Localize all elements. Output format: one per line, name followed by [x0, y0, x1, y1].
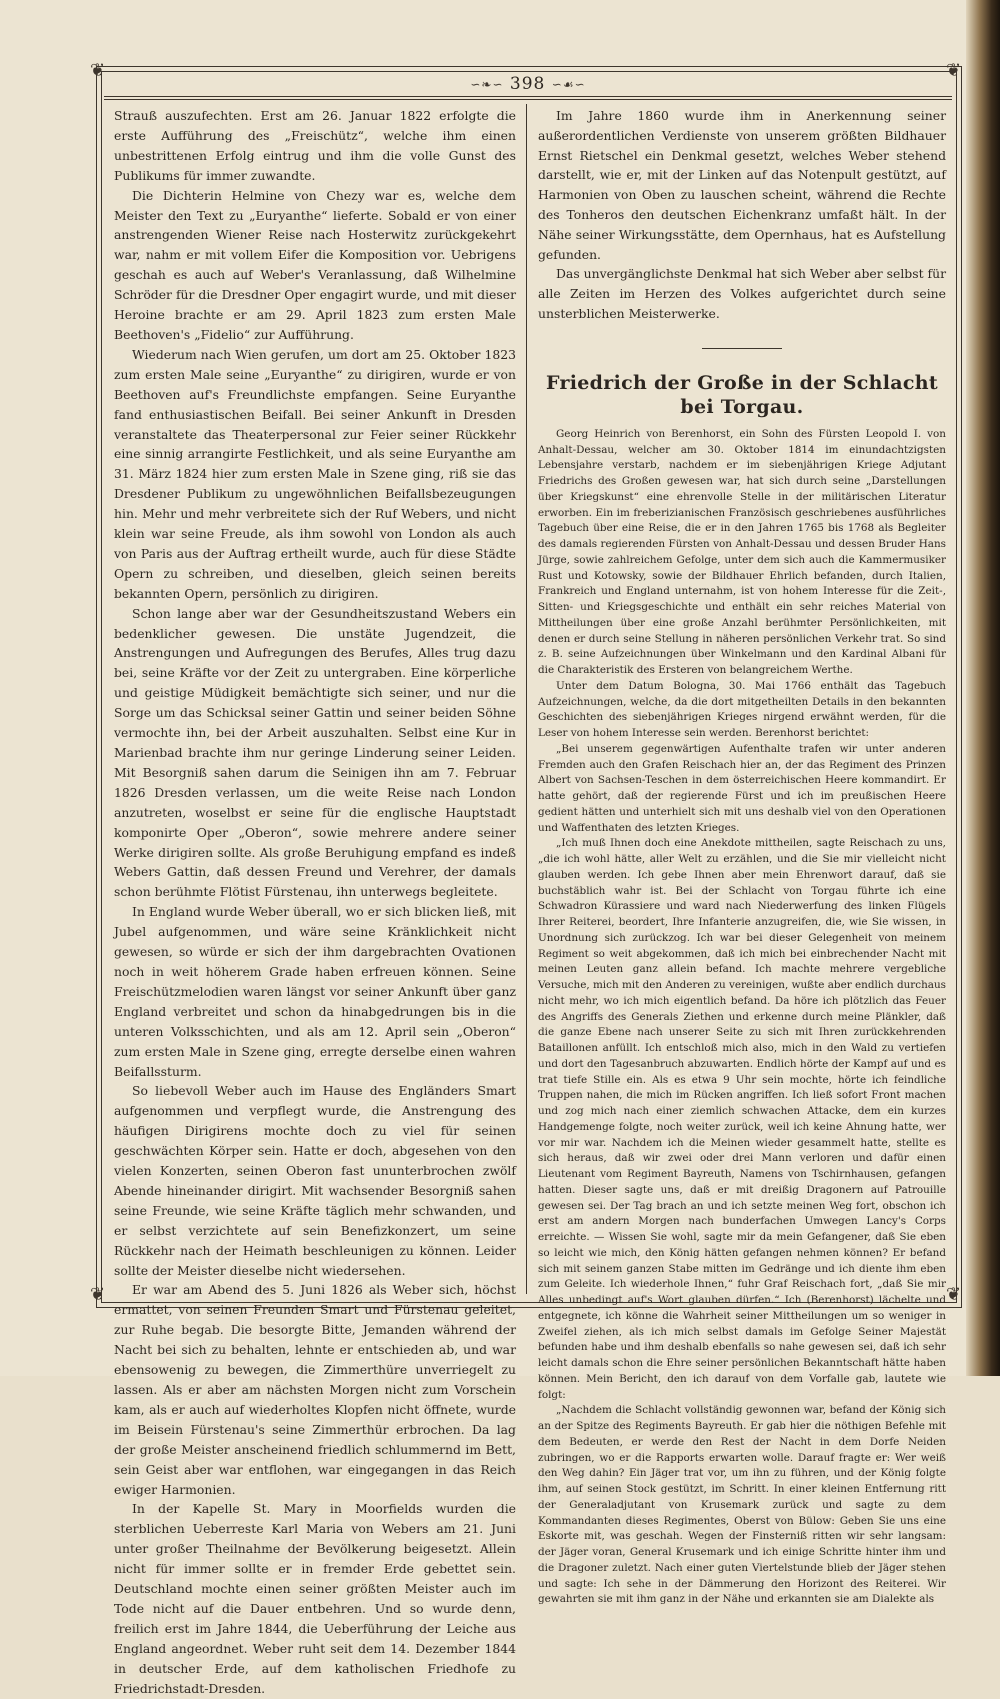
article-title: Friedrich der Große in der Schlacht bei Torgau.: [546, 371, 938, 418]
section-separator: [702, 348, 782, 349]
corner-ornament-top-right: ❦: [946, 60, 962, 81]
article-paragraph: Unter dem Datum Bologna, 30. Mai 1766 enthält das Tagebuch Aufzeichnungen, welche, da die dort mitgetheilten Details in den bekannten Geschichten des siebenjährigen Krieges nirgend erwähnt werden, für die Leser von hohem Interesse sein werden. Berenhorst berichtet:: [538, 679, 946, 740]
column-divider: [526, 104, 527, 1294]
left-paragraph: So liebevoll Weber auch im Hause des Engländers Smart aufgenommen und verpflegt wurde, die Anstrengung des häufigen Dirigirens mochte doch zu viel für seinen geschwächten Körper sein. Hatte er doch, abgesehen von den vielen Konzerten, seinen Oberon fast ununterbrochen zwölf Abende hineinander dirigirt. Mit wachsender Besorgniß sahen seine Freunde, wie seine Kräfte täglich mehr schwanden, und er selbst verzichtete auf sein Benefizkonzert, um seine Rückkehr nach der Heimath beschleunigen zu können. Leider sollte der Meister dieselbe nicht wiedersehen.: [114, 1083, 516, 1278]
corner-ornament-bottom-left: ❦: [90, 1284, 106, 1305]
header-rule-thin: [104, 99, 952, 100]
right-column: [538, 106, 946, 1608]
header-ornament-right: ∽☙∽: [551, 77, 586, 92]
left-paragraph: In der Kapelle St. Mary in Moorfields wurden die sterblichen Ueberreste Karl Maria von Webers am 21. Juni unter großer Theilnahme der Bevölkerung beigesetzt. Allein nicht für immer sollte er in fremder Erde gebettet sein. Deutschland mochte einen seiner größten Meister auch im Tode nicht auf die Dauer entbehren. Und so wurde denn, freilich erst im Jahre 1844, die Ueberführung der Leiche aus England angeordnet. Weber ruht seit dem 14. Dezember 1844 in deutscher Erde, auf dem katholischen Friedhofe zu Friedrichstadt-Dresden.: [114, 1501, 516, 1696]
weber-conclusion: [538, 106, 946, 324]
left-paragraph: In England wurde Weber überall, wo er sich blicken ließ, mit Jubel aufgenommen, und wäre seine Kränklichkeit nicht gewesen, so würde er sich der ihm dargebrachten Ovationen noch in weit höherem Grade haben erfreuen können. Seine Freischützmelodien waren längst vor seiner Ankunft über ganz England verbreitet und schon da hinabgedrungen bis in die unteren Volksschichten, und als am 12. April sein „Oberon“ zum ersten Male in Szene ging, erregte derselbe einen wahren Beifallssturm.: [114, 904, 516, 1079]
left-column: [114, 106, 516, 1699]
left-paragraph: Schon lange aber war der Gesundheitszustand Webers ein bedenklicher gewesen. Die unstäte Jugendzeit, die Anstrengungen und Aufregungen des Berufes, Alles trug dazu bei, seine Kräfte vor der Zeit zu untergraben. Eine körperliche und geistige Müdigkeit bemächtigte sich seiner, und nur die Sorge um das Schicksal seiner Gattin und seiner beiden Söhne vermochte ihn, bei der Arbeit auszuhalten. Selbst eine Kur in Marienbad brachte ihm nur geringe Linderung seiner Leiden. Mit Besorgniß sahen darum die Seinigen ihn am 7. Februar 1826 Dresden verlassen, um die weite Reise nach London anzutreten, woselbst er seine für die englische Hauptstadt komponirte Oper „Oberon“, sowie mehrere andere seiner Werke dirigiren sollte. Als große Beruhigung empfand es indeß Webers Gattin, daß dessen Freund und Verehrer, der damals schon berühmte Flötist Fürstenau, ihn unterwegs begleitete.: [114, 605, 516, 900]
corner-ornament-top-left: ❦: [90, 60, 106, 81]
book-gutter: [966, 0, 1000, 1376]
page-number: 398: [509, 74, 546, 94]
article-paragraph: „Nachdem die Schlacht vollständig gewonnen war, befand der König sich an der Spitze des Regiments Bayreuth. Er gab hier die nöthigen Befehle mit dem Bedeuten, er werde den Rest der Nacht in dem Dorfe Neiden zubringen, wo er die Rapports erwarten wolle. Darauf fragte er: Wer weiß den Weg dahin? Ein Jäger trat vor, um ihn zu führen, und der König folgte ihm, auf seinen Stock gestützt, im Schritt. In einer kleinen Entfernung ritt der Generaladjutant von Krusemark zurück und sagte zu dem Kommandanten dieses Regimentes, Oberst von Bülow: Geben Sie uns eine Eskorte mit, was geschah. Wegen der Finsterniß ritten wir sehr langsam: der Jäger voran, General Krusemark und ich einige Schritte hinter ihm und die Dragoner zuletzt. Nach einer guten Viertelstunde blieb der Jäger stehen und sagte: Ich sehe in der Dämmerung den Horizont des Reiterei. Wir gewahrten sie mit ihm ganz in der Nähe und erkannten sie am Dialekte als: [538, 1404, 946, 1606]
article-paragraph: Georg Heinrich von Berenhorst, ein Sohn des Fürsten Leopold I. von Anhalt-Dessau, welcher am 30. Oktober 1814 im einundachtzigsten Lebensjahre verstarb, nachdem er im siebenjährigen Kriege Adjutant Friedrichs des Großen gewesen war, hat sich durch seine „Darstellungen über Kriegskunst“ eine ehrenvolle Stelle in der militärischen Literatur erworben. Ein im freberizianischen Französisch geschriebenes ausführliches Tagebuch über eine Reise, die er in den Jahren 1765 bis 1768 als Begleiter des damals regierenden Fürsten von Anhalt-Dessau und dessen Bruder Hans Jürge, sowie zahlreichem Gefolge, unter dem sich auch die Kammermusiker Rust und Kotowsky, sowie der Bildhauer Ehrlich befanden, durch Italien, Frankreich und England unternahm, ist von hohem Interesse für die Zeit-, Sitten- und Kriegsgeschichte und enthält ein sehr reiches Material von Mittheilungen über eine große Anzahl berühmter Persönlichkeiten, mit denen er durch seine Stellung in näheren persönlichen Verkehr trat. So sind z. B. seine Aufzeichnungen über Winkelmann und den Kardinal Albani für die Charakteristik des Ersteren von belangreichem Werthe.: [538, 427, 946, 677]
left-paragraph: Die Dichterin Helmine von Chezy war es, welche dem Meister den Text zu „Euryanthe“ lieferte. Sobald er von einer anstrengenden Wiener Reise nach Hosterwitz zurückgekehrt war, nahm er mit vollem Eifer die Komposition vor. Uebrigens geschah es auch auf Weber's Veranlassung, daß Wilhelmine Schröder für die Dresdner Oper engagirt wurde, und mit dieser Heroine brachte er am 29. April 1823 zum ersten Male Beethoven's „Fidelio“ zur Aufführung.: [114, 187, 516, 342]
left-paragraph: Wiederum nach Wien gerufen, um dort am 25. Oktober 1823 zum ersten Male seine „Euryanthe“ zu dirigiren, wurde er von Beethoven auf's Freundlichste empfangen. Seine Euryanthe fand enthusiastischen Beifall. Bei seiner Ankunft in Dresden veranstaltete das Theaterpersonal zur Feier seiner Rückkehr eine sinnig arrangirte Festlichkeit, und als seine Euryanthe am 31. März 1824 hier zum ersten Male in Szene ging, riß sie das Dresdener Publikum zu ungewöhnlichen Beifallsbezeugungen hin. Mehr und mehr verbreitete sich der Ruf Webers, und nicht klein war seine Freude, als ihm sowohl von London als auch von Paris aus der Auftrag ertheilt wurde, auch für diese Städte Opern zu schreiben, und dieselben, gleich seinen bereits bekannten Opern, persönlich zu dirigiren.: [114, 346, 516, 601]
article-paragraph: „Bei unserem gegenwärtigen Aufenthalte trafen wir unter anderen Fremden auch den Grafen Reischach hier an, der das Regiment des Prinzen Albert von Sachsen-Teschen in dem österreichischen Heere kommandirt. Er hatte gehört, daß der regierende Fürst und ich im preußischen Heere gedient hätten und unterhielt sich mit uns deshalb viel von den Operationen und Waffenthaten des letzten Krieges.: [538, 742, 946, 834]
page-header: [104, 74, 952, 96]
left-paragraph: Strauß auszufechten. Erst am 26. Januar 1822 erfolgte die erste Aufführung des „Freischütz“, welche ihm einen unbestrittenen Erfolg eintrug und ihm die volle Gunst des Publikums für immer zuwandte.: [114, 108, 516, 183]
corner-ornament-bottom-right: ❦: [946, 1284, 962, 1305]
right-paragraph: Das unvergänglichste Denkmal hat sich Weber aber selbst für alle Zeiten im Herzen des Volkes aufgerichtet durch seine unsterblichen Meisterwerke.: [538, 266, 946, 321]
article-body: [538, 427, 946, 1608]
header-rule: [104, 96, 952, 97]
left-paragraph: Er war am Abend des 5. Juni 1826 als Weber sich, höchst ermattet, von seinen Freunden Smart und Fürstenau geleitet, zur Ruhe begab. Die besorgte Bitte, Jemanden während der Nacht bei sich zu behalten, lehnte er entschieden ab, und war ebensowenig zu bewegen, die Zimmerthüre unverriegelt zu lassen. Als er aber am nächsten Morgen nicht zum Vorschein kam, als er auch auf wiederholtes Klopfen nicht öffnete, wurde im Beisein Fürstenau's seine Zimmerthür erbrochen. Da lag der große Meister anscheinend friedlich schlummernd im Bett, sein Geist aber war entflohen, war eingegangen in das Reich ewiger Harmonien.: [114, 1282, 516, 1497]
right-paragraph: Im Jahre 1860 wurde ihm in Anerkennung seiner außerordentlichen Verdienste von unserem größten Bildhauer Ernst Rietschel ein Denkmal gesetzt, welches Weber stehend darstellt, wie er, mit der Linken auf das Notenpult gestützt, auf Harmonien von Oben zu lauschen scheint, während die Rechte des Tonheros den deutschen Eichenkranz umfaßt hält. In der Nähe seiner Wirkungsstätte, dem Opernhaus, hat es Aufstellung gefunden.: [538, 108, 946, 262]
header-ornament-left: ∽❧∽: [470, 77, 504, 92]
article-paragraph: „Ich muß Ihnen doch eine Anekdote mittheilen, sagte Reischach zu uns, „die ich wohl hätte, aller Welt zu erzählen, und die Sie mir vielleicht nicht glauben werden. Ich gebe Ihnen aber mein Ehrenwort darauf, daß sie buchstäblich wahr ist. Bei der Schlacht von Torgau führte ich eine Schwadron Kürassiere und ward nach Niederwerfung des linken Flügels Ihrer Reiterei, beordert, Ihre Infanterie anzugreifen, die, wie Sie wissen, in Unordnung sich zurückzog. Ich war bei dieser Gelegenheit von meinem Regiment so weit abgekommen, daß ich mich bei einbrechender Nacht mit meinen Leuten ganz allein befand. Ich machte mehrere vergebliche Versuche, mich mit den Anderen zu vereinigen, wußte aber endlich durchaus nicht mehr, wo ich mich eigentlich befand. Da höre ich plötzlich das Feuer des Angriffs des Generals Ziethen und erkenne durch meine Plänkler, daß die ganze Ebene nach unserer Seite zu sich mit Ihren zurückkehrenden Bataillonen anfüllt. Ich entschloß mich also, mich in den Wald zu vertiefen und dort den Tagesanbruch abzuwarten. Endlich hörte der Kampf auf und es trat tiefe Stille ein. Als es etwa 9 Uhr sein mochte, hörte ich feindliche Truppen nahen, die mich im Rücken angriffen. Ich ließ sofort Front machen und zog mich nach einer ziemlich schwachen Attacke, dem ein kurzes Handgemenge folgte, noch weiter zurück, weil ich keine Ahnung hatte, wer vor mir war. Nachdem ich die Meinen wieder gesammelt hatte, stellte es sich heraus, daß wir zwei oder drei Mann verloren und dafür einen Lieutenant vom Regiment Bayreuth, Namens von Tschirnhausen, gefangen hatten. Dieser sagte uns, daß er mit dreißig Dragonern auf Patrouille gewesen sei. Der Tag brach an und ich setzte meinen Weg fort, obschon ich erst am andern Morgen nach bunderfachen Umwegen Lancy's Corps erreichte. — Wissen Sie wohl, sagte mir da mein Gefangener, daß Sie eben so leicht wie mich, den König hätten gefangen nehmen können? Er befand sich mit seinem ganzen Stabe mitten im Gedränge und ich diente ihm eben zum Geleite. Ich wiederhole Ihnen,“ fuhr Graf Reischach fort, „daß Sie mir Alles unbedingt auf's Wort glauben dürfen.“ Ich (Berenhorst) lächelte und entgegnete, ich könne die Wahrheit seiner Mittheilungen um so weniger in Zweifel ziehen, als ich mich selbst damals im Gefolge Seiner Majestät befunden habe und ihm deshalb ebenfalls so nahe gewesen sei, daß ich sehr leicht damals schon die Ehre seiner persönlichen Bekanntschaft hätte haben können. Mein Bericht, den ich darauf von dem Vorfalle gab, lautete wie folgt:: [538, 837, 946, 1401]
